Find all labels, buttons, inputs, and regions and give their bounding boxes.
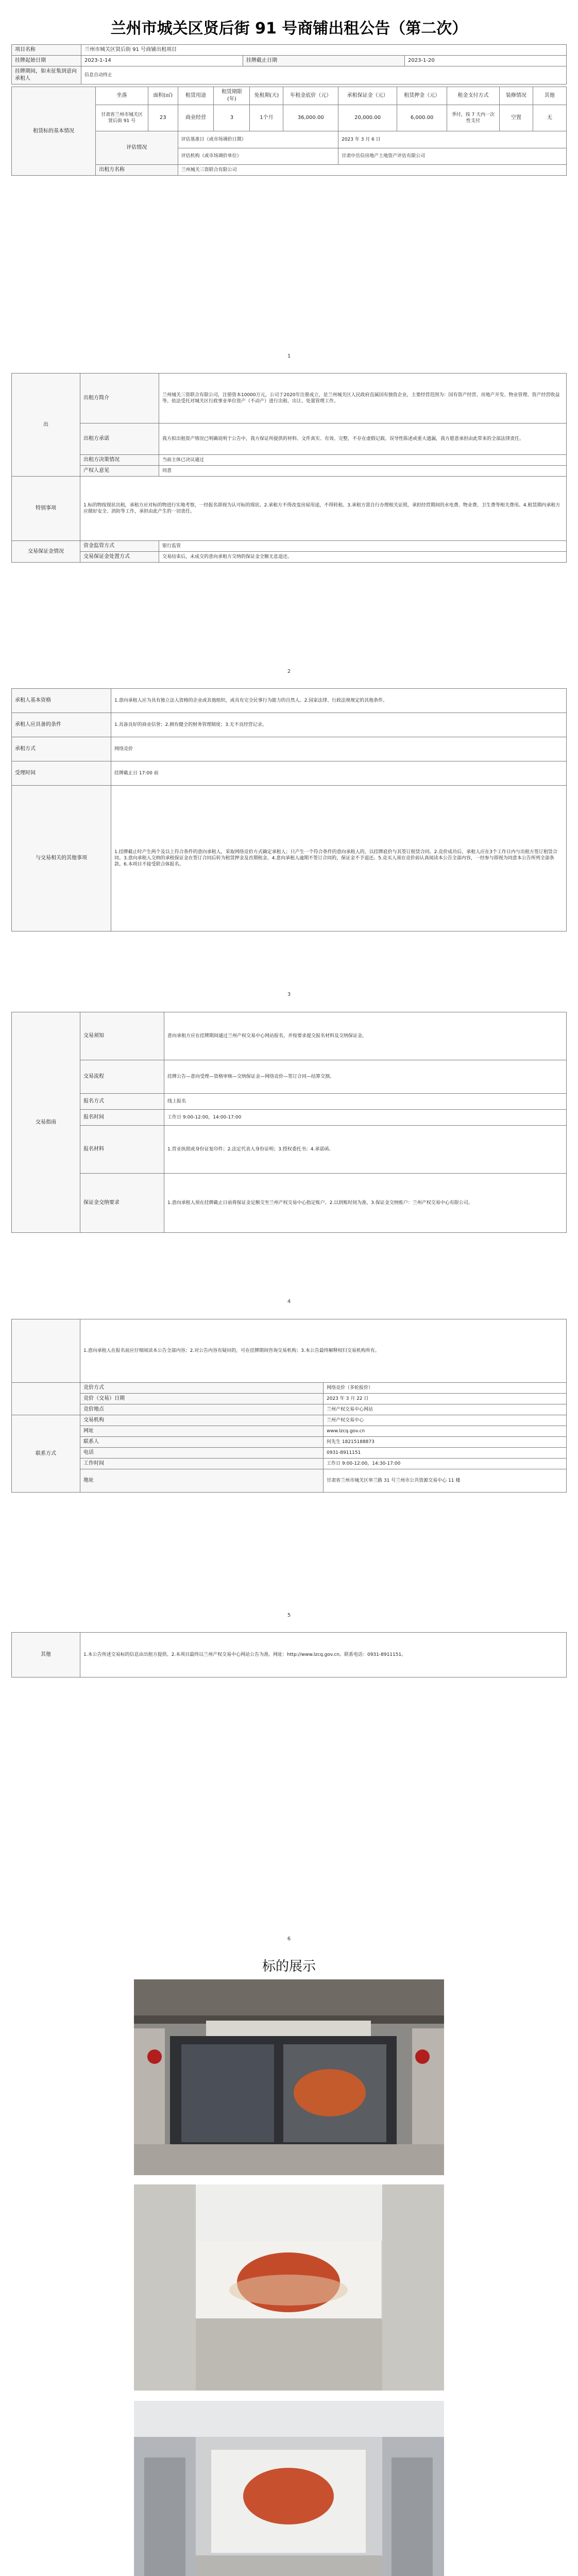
disclose-end-label: 挂牌截止日期 [243,56,405,66]
publish-required-label: 挂牌期间，如未征集到意向承租人 [12,66,81,84]
signup-time-value: 工作日 9:00-12:00，14:00-17:00 [164,1110,567,1126]
supervise-value: 银行监管 [159,541,567,552]
deposit-requirement-value: 1.意向承租人须在挂牌截止日前将保证金足额交至兰州产权交易中心指定账户。2.以到账时间为准。3.保证金交纳账户：兰州产权交易中心有限公司。 [164,1174,567,1233]
trade-table [11,1012,567,1233]
owner-opinion-value: 同意 [159,466,567,477]
header-table [11,44,567,84]
website-link[interactable]: www.lzcq.gov.cn [324,1426,567,1437]
basic-section-label: 租赁标的基本情况 [12,87,96,176]
req-condition-value: 1.具备良好的商业信誉；2.拥有健全的财务管理制度；3.无不良经营记录。 [111,713,567,737]
lessor-label: 出租方名称 [96,165,178,176]
signup-material-value: 1.营业执照或身份证复印件；2.法定代表人身份证明；3.授权委托书；4.承诺函。 [164,1126,567,1174]
cell-term: 3 [214,105,250,131]
disclose-end-value: 2023-1-20 [405,56,567,66]
req-condition-label: 承租人应具备的条件 [12,713,111,737]
address-value: 甘肃省兰州市城关区皋兰路 31 号兰州市公共资源交易中心 11 楼 [324,1469,567,1493]
col-decoration: 装修情况 [499,87,533,105]
col-free-period: 免租期(天) [250,87,283,105]
cell-usage: 商业经营 [178,105,214,131]
trade-flow-value: 挂牌公告—意向受理—资格审核—交纳保证金—网络竞价—签订合同—结算交割。 [164,1060,567,1094]
agency-value: 兰州产权交易中心 [324,1415,567,1426]
project-name-label: 项目名称 [12,45,81,56]
disclose-start-value: 2023-1-14 [81,56,243,66]
cell-guarantee: 6,000.00 [397,105,447,131]
bid-date-label: 竞价（交易）日期 [80,1394,324,1404]
trade-notice-value: 意向承租方应在挂牌期间通过兰州产权交易中心网站报名，并按要求提交报名材料及交纳保证金。 [164,1012,567,1060]
cell-area: 23 [148,105,178,131]
gallery-title: 标的展示 [262,1959,316,1974]
other-value: 1.本公告所述交易标的信息由出租方提供。2.本项目最终以兰州产权交易中心网站公告为准。网址：http://www.lzcq.gov.cn。联系电话：0931-8911151。 [80,1633,567,1677]
signup-method-value: 线上报名 [164,1094,567,1110]
eval-date-value: 2023 年 3 月 6 日 [338,131,567,148]
project-name-value: 兰州市城关区贤后街 91 号商铺出租项目 [81,45,567,56]
col-usage: 租赁用途 [178,87,214,105]
deposit-requirement-label: 保证金交纳要求 [80,1174,164,1233]
bid-date-value: 2023 年 3 月 22 日 [324,1394,567,1404]
col-deposit: 承租保证金（元） [338,87,397,105]
req-method-label: 承租方式 [12,737,111,761]
trade-notice-label: 交易须知 [80,1012,164,1060]
signup-method-label: 报名方式 [80,1094,164,1110]
contact-intro-spacer [12,1319,80,1383]
lessor-promise-value: 我方拟出租资产情况已明确说明于公告中，我方保证所提供的材料、文件真实、有效、完整，不存在虚假记载、误导性陈述或重大遗漏，我方愿意承担由此带来的全部法律责任。 [159,423,567,455]
req-time-label: 受理时间 [12,761,111,786]
payment-section-label: 交易保证金情况 [12,541,80,563]
req-method-value: 网络竞价 [111,737,567,761]
trade-section-label: 交易指南 [12,1012,80,1233]
bid-method-value: 网络竞价（多轮报价） [324,1383,567,1394]
signup-material-label: 报名材料 [80,1126,164,1174]
contact-section-label: 联系方式 [12,1415,80,1493]
worktime-value: 工作日 9:00-12:00，14:30-17:00 [324,1459,567,1469]
corridor-photo [134,2401,444,2576]
address-label: 地址 [80,1469,324,1493]
req-other-value: 1.挂牌截止时产生两个及以上符合条件的意向承租人，采取网络竞价方式确定承租人；只产生一个符合条件的意向承租人的，以挂牌底价与其签订租赁合同。2.竞价成功后，承租人应在3个工作日内与出租方签订租赁合同。3.意向承租人交纳的承租保证金在签订合同后转为租赁押金及首期租金。4.意向承租人逾期不签订合同的，保证金不予退还。5.竞买人须在竞价前认真阅读本公告全部内容，一经参与即视为同意本公告所列全部条款。6.本项目不接受联合体报名。 [111,786,567,931]
signup-time-label: 报名时间 [80,1110,164,1126]
cell-other: 无 [533,105,566,131]
req-other-label: 与交易相关的其他事项 [12,786,111,931]
other-label: 其他 [12,1633,80,1677]
cell-payment: 季付，按 7 天内一次性支付 [447,105,500,131]
contact-intro: 1.意向承租人在报名前应仔细阅读本公告全部内容；2.对公告内容有疑问的，可在挂牌期间咨询交易机构；3.本公告最终解释权归交易机构所有。 [80,1319,567,1383]
decision-label: 出租方决策情况 [80,455,159,466]
page-number: 5 [287,1613,291,1618]
cell-deposit: 20,000.00 [338,105,397,131]
col-guarantee: 租赁押金（元） [397,87,447,105]
contact-person-label: 联系人 [80,1437,324,1448]
eval-agency-value: 甘肃中岳信房地产土地资产评估有限公司 [338,148,567,165]
basic-info-table [11,87,567,176]
page-number: 6 [287,1936,291,1942]
requirements-table [11,688,567,931]
bid-place-label: 竞价地点 [80,1404,324,1415]
lessor-value: 兰州城关三资联合有限公司 [178,165,566,176]
phone-value: 0931-8911151 [324,1448,567,1459]
eval-label: 评估情况 [96,131,178,165]
bidding-label [12,1383,80,1415]
supervise-label: 资金监管方式 [80,541,159,552]
phone-label: 电话 [80,1448,324,1459]
deposit-handling-value: 交易结束后，未成交的意向承租方交纳的保证金全额无息退还。 [159,552,567,563]
cell-location: 甘肃省兰州市城关区贤后街 91 号 [96,105,148,131]
other-table [11,1632,567,1677]
contact-person-value: 何先生 18215188873 [324,1437,567,1448]
disclose-start-label: 挂牌起始日期 [12,56,81,66]
page-number: 2 [287,669,291,674]
page-number: 3 [287,992,291,997]
req-time-value: 挂牌截止日 17:00 前 [111,761,567,786]
eval-date-label: 评估基准日（或市场调价日期） [178,131,338,148]
col-term: 租赁期限(年) [214,87,250,105]
col-area: 面积(㎡) [148,87,178,105]
notes-label: 特别事项 [12,477,80,541]
req-basic-label: 承租人基本资格 [12,689,111,713]
col-annual-rent: 年租金底价（元） [283,87,338,105]
lessor-intro-value: 兰州城关三资联合有限公司，注册资本10000万元，公司于2020年注册成立，是兰州城关区人民政府直属国有独资企业，主要经营范围为：国有资产经营、房地产开发、物业管理、资产经营收益等。依法受托对城关区行政事业单位资产（不动产）进行出租、出让、处置管理工作。 [159,374,567,423]
worktime-label: 工作时间 [80,1459,324,1469]
info-section-label: 出 [12,374,80,477]
trade-flow-label: 交易流程 [80,1060,164,1094]
col-location: 坐落 [96,87,148,105]
bid-place-value: 兰州产权交易中心网站 [324,1404,567,1415]
publish-required-value: 信息自动终止 [81,66,567,84]
eval-agency-label: 评估机构（或市场调价单位） [178,148,338,165]
page-number: 4 [287,1299,291,1304]
cell-annual-rent: 36,000.00 [283,105,338,131]
info-table [11,373,567,563]
lessor-promise-label: 出租方承诺 [80,423,159,455]
contact-table [11,1319,567,1493]
deposit-handling-label: 交易保证金处置方式 [80,552,159,563]
col-other: 其他 [533,87,566,105]
cell-free-period: 1个月 [250,105,283,131]
website-label: 网址 [80,1426,324,1437]
owner-opinion-label: 产权人意见 [80,466,159,477]
req-basic-value: 1.意向承租人应为具有独立法人资格的企业或其他组织，或具有完全民事行为能力的自然人。2.国家法律、行政法规规定的其他条件。 [111,689,567,713]
bid-method-label: 竞价方式 [80,1383,324,1394]
lessor-intro-label: 出租方简介 [80,374,159,423]
agency-label: 交易机构 [80,1415,324,1426]
page-number: 1 [287,353,291,359]
col-payment: 租金支付方式 [447,87,500,105]
cell-decoration: 空置 [499,105,533,131]
page-title: 兰州市城关区贤后街 91 号商铺出租公告（第二次） [110,20,468,38]
decision-value: 当前主体已决议通过 [159,455,567,466]
notes-value: 1.标的物按现状出租，承租方应对标的物进行实地考察，一经报名即视为认可标的现状。2.承租方不得改变房屋用途，不得转租。3.承租方需自行办理相关证照，承担经营期间的水电费、物业费、卫生费等相关费用。4.租赁期内承租方应做好安全、消防等工作，承担由此产生的一切责任。 [80,477,567,541]
interior-photo [134,2184,444,2391]
storefront-photo [134,1979,444,2175]
